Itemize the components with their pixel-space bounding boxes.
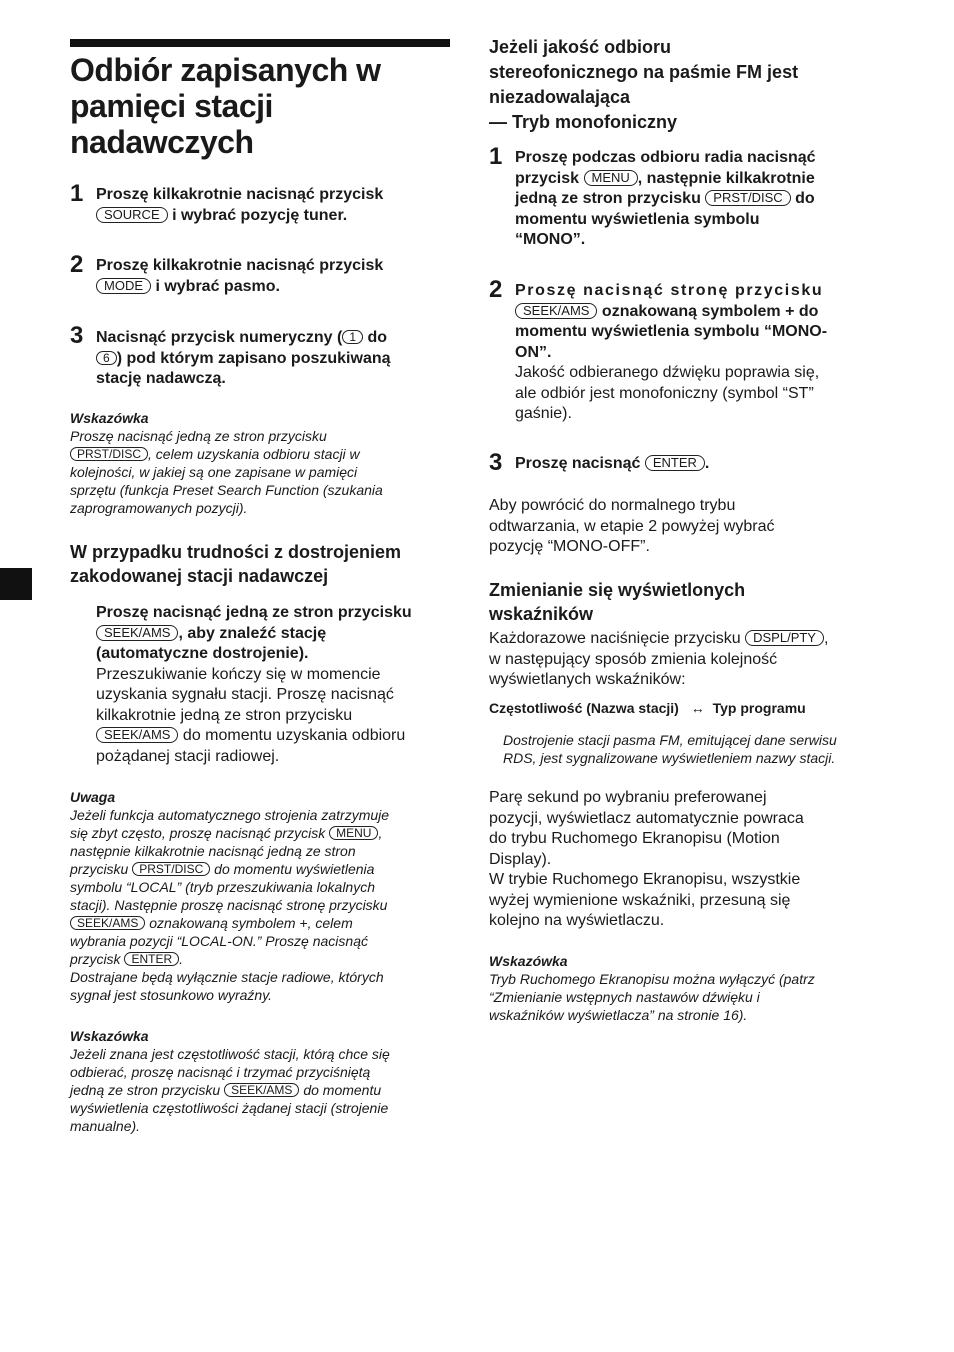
note-line-2: się zbyt często, proszę nacisnąć przycisk	[70, 825, 326, 841]
mono-step-1-line-1: Proszę podczas odbioru radia nacisnąć	[515, 149, 816, 166]
seek-ams-key-icon: SEEK/AMS	[96, 625, 178, 641]
note-line-11: sygnał jest stosunkowo wyraźny.	[70, 987, 273, 1003]
dspl-pty-key-icon: DSPL/PTY	[745, 630, 824, 646]
tip-2-line-2: odbierać, proszę nacisnąć i trzymać przyciśniętą	[70, 1064, 371, 1080]
display-change-line-3: wyświetlanych wskaźników:	[489, 671, 686, 688]
section-tab-marker	[0, 568, 32, 600]
auto-tuning-block	[96, 603, 456, 767]
mono-step-1-line-5: “MONO”.	[515, 231, 586, 248]
step-2-line-1: Proszę kilkakrotnie nacisnąć przycisk	[96, 257, 384, 274]
step-2-text	[96, 256, 456, 297]
mono-step-2-line-3: momentu wyświetlenia symbolu “MONO-	[515, 323, 828, 340]
motion-line-7: kolejno na wyświetlaczu.	[489, 912, 665, 929]
note-line-7: oznakowaną symbolem +, celem	[145, 915, 353, 931]
mono-step-2-text-3: gaśnie).	[515, 405, 572, 422]
display-cycle	[489, 699, 889, 717]
motion-display-paragraph	[489, 788, 884, 932]
mono-step-2-line-1: Proszę nacisnąć stronę przycisku	[515, 282, 824, 299]
mono-heading	[489, 35, 889, 135]
mode-key-icon: MODE	[96, 278, 151, 294]
tip-2-line-1: Jeżeli znana jest częstotliwość stacji, którą chce się	[70, 1046, 390, 1062]
note-line-4b: do momentu wyświetlenia	[210, 861, 375, 877]
step-3-line-1a: Nacisnąć przycisk numeryczny (	[96, 329, 343, 346]
tip-2-line-5: manualne).	[70, 1118, 141, 1134]
auto-tuning-text-4: do momentu uzyskania odbioru	[178, 727, 406, 744]
motion-line-6: wyżej wymienione wskaźniki, przesuną się	[489, 891, 791, 909]
mono-off-line-2: odtwarzania, w etapie 2 powyżej wybrać	[489, 517, 775, 535]
cycle-note-line-2: RDS, jest sygnalizowane wyświetleniem nazwy stacji.	[503, 750, 836, 766]
auto-tuning-bold-3: (automatyczne dostrojenie).	[96, 645, 309, 662]
seek-ams-key-icon: SEEK/AMS	[70, 916, 145, 930]
cycle-note-line-1: Dostrojenie stacji pasma FM, emitującej dane serwisu	[503, 732, 837, 748]
note-line-9a: przycisk	[70, 951, 121, 967]
motion-line-3: do trybu Ruchomego Ekranopisu (Motion	[489, 830, 780, 847]
title-line-3: nadawczych	[70, 124, 254, 160]
mono-step-2-number: 2	[489, 276, 503, 303]
step-3-line-3: stację nadawczą.	[96, 370, 226, 387]
note-line-6: stacji). Następnie proszę nacisnąć stronę przycisku	[70, 897, 388, 913]
tip-1-line-1: Proszę nacisnąć jedną ze stron przycisku	[70, 428, 327, 444]
mono-off-paragraph	[489, 496, 879, 558]
motion-line-2: pozycji, wyświetlacz automatycznie powraca	[489, 809, 804, 827]
tip-3	[489, 952, 884, 1024]
double-arrow-icon: ↔	[690, 700, 705, 716]
tip-2-heading: Wskazówka	[70, 1028, 149, 1044]
tip-1-line-2: , celem uzyskania odbioru stacji w	[148, 446, 360, 462]
menu-key-icon: MENU	[584, 170, 638, 186]
number-6-key-icon: 6	[96, 351, 117, 365]
auto-tuning-text-2: uzyskania sygnału stacji. Proszę nacisnąć	[96, 686, 394, 703]
tip-2	[70, 1027, 455, 1135]
step-3-number: 3	[70, 322, 84, 349]
mono-step-1-line-2b: , następnie kilkakrotnie	[637, 169, 815, 187]
note-line-1: Jeżeli funkcja automatycznego strojenia zatrzymuje	[70, 807, 390, 823]
page-title	[70, 52, 450, 160]
mono-step-2-text-2: ale odbiór jest monofoniczny (symbol “ST”	[515, 384, 814, 402]
tip-2-line-3b: do momentu	[299, 1082, 382, 1098]
cycle-note	[503, 731, 883, 767]
tip-3-line-1: Tryb Ruchomego Ekranopisu można wyłączyć (patrz	[489, 971, 815, 987]
display-change-line-1b: ,	[823, 630, 829, 647]
cycle-program-type: Typ programu	[712, 700, 806, 716]
prst-disc-key-icon: PRST/DISC	[70, 447, 148, 461]
display-change-section	[489, 578, 879, 691]
seek-ams-key-icon: SEEK/AMS	[96, 727, 178, 743]
motion-line-1: Parę sekund po wybraniu preferowanej	[489, 789, 767, 806]
mono-step-1-line-3a: jedną ze stron przycisku	[515, 190, 701, 207]
mono-step-2-text	[515, 281, 875, 425]
note-line-3: następnie kilkakrotnie nacisnąć jedną ze stron	[70, 843, 356, 859]
mono-step-2-line-4: ON”.	[515, 343, 552, 361]
note-line-4a: przycisku	[70, 861, 129, 877]
display-change-heading-1: Zmienianie się wyświetlonych	[489, 580, 746, 600]
tip-3-heading: Wskazówka	[489, 953, 568, 969]
note-line-5: symbolu “LOCAL” (tryb przeszukiwania lokalnych	[70, 879, 375, 895]
display-change-heading-2: wskaźników	[489, 604, 594, 624]
step-1-line-1: Proszę kilkakrotnie nacisnąć przycisk	[96, 186, 384, 203]
auto-tuning-bold-1: Proszę nacisnąć jedną ze stron przycisku	[96, 604, 412, 621]
auto-tuning-bold-2: , aby znaleźć stację	[178, 624, 327, 642]
note-line-8: wybrania pozycji “LOCAL-ON.” Proszę nacisnąć	[70, 933, 368, 949]
auto-tuning-text-3: kilkakrotnie jedną ze stron przycisku	[96, 706, 353, 724]
display-change-line-2: w następujący sposób zmienia kolejność	[489, 650, 778, 668]
prst-disc-key-icon: PRST/DISC	[705, 190, 790, 206]
mono-step-3-line-1b: .	[704, 455, 710, 472]
mono-step-1-text	[515, 148, 875, 251]
section-heading-tuning	[70, 540, 455, 588]
mono-step-1-number: 1	[489, 143, 503, 170]
mono-step-2-line-2: oznakowaną symbolem + do	[597, 302, 819, 320]
enter-key-icon: ENTER	[124, 952, 179, 966]
tip-1-heading: Wskazówka	[70, 410, 149, 426]
step-1-number: 1	[70, 180, 84, 207]
tip-2-line-4: wyświetlenia częstotliwości żądanej stacji (strojenie	[70, 1100, 389, 1116]
tip-1-line-5: zaprogramowanych pozycji).	[70, 500, 248, 516]
step-3-line-2: ) pod którym zapisano poszukiwaną	[116, 349, 391, 367]
mono-step-3-line-1: Proszę nacisnąć	[515, 455, 641, 472]
step-3-line-1b: do	[363, 329, 388, 346]
mono-heading-line-3: niezadowalająca	[489, 87, 631, 107]
motion-line-5: W trybie Ruchomego Ekranopisu, wszystkie	[489, 871, 801, 888]
mono-step-1-line-2a: przycisk	[515, 169, 580, 187]
auto-tuning-text-1: Przeszukiwanie kończy się w momencie	[96, 665, 381, 683]
auto-tuning-text-5: pożądanej stacji radiowej.	[96, 747, 280, 765]
title-rule	[70, 39, 450, 47]
mono-step-1-line-4: momentu wyświetlenia symbolu	[515, 210, 760, 228]
note-line-10: Dostrajane będą wyłącznie stacje radiowe, których	[70, 969, 384, 985]
source-key-icon: SOURCE	[96, 207, 168, 223]
mono-off-line-1: Aby powrócić do normalnego trybu	[489, 497, 736, 514]
step-2-number: 2	[70, 251, 84, 278]
mono-heading-line-2: stereofonicznego na paśmie FM jest	[489, 62, 799, 82]
title-line-1: Odbiór zapisanych w	[70, 52, 381, 88]
seek-ams-key-icon: SEEK/AMS	[224, 1083, 299, 1097]
tip-3-line-3: wskaźników wyświetlacza” na stronie 16).	[489, 1007, 748, 1023]
prst-disc-key-icon: PRST/DISC	[132, 862, 210, 876]
mono-off-line-3: pozycję “MONO-OFF”.	[489, 538, 650, 555]
tip-3-line-2: “Zmienianie wstępnych nastawów dźwięku i	[489, 989, 760, 1005]
note-line-9b: .	[179, 951, 184, 967]
section-heading-line-2: zakodowanej stacji nadawczej	[70, 566, 329, 586]
title-line-2: pamięci stacji	[70, 88, 273, 124]
seek-ams-key-icon: SEEK/AMS	[515, 303, 597, 319]
tip-1-line-3: kolejności, w jakiej są one zapisane w pamięci	[70, 464, 358, 480]
step-2-line-2: i wybrać pasmo.	[151, 277, 280, 295]
step-1-text	[96, 185, 456, 226]
mono-heading-line-1: Jeżeli jakość odbioru	[489, 37, 672, 57]
note-heading: Uwaga	[70, 789, 116, 805]
enter-key-icon: ENTER	[645, 455, 705, 471]
note	[70, 788, 455, 1004]
tip-1	[70, 409, 450, 517]
mono-step-3-text	[515, 454, 875, 475]
tip-2-line-3a: jedną ze stron przycisku	[70, 1082, 221, 1098]
section-heading-line-1: W przypadku trudności z dostrojeniem	[70, 542, 402, 562]
mono-step-1-line-3b: do	[790, 190, 815, 207]
display-change-line-1: Każdorazowe naciśnięcie przycisku	[489, 630, 741, 647]
motion-line-4: Display).	[489, 850, 552, 868]
note-line-2-comma: ,	[378, 825, 383, 841]
cycle-frequency: Częstotliwość (Nazwa stacji)	[489, 700, 679, 716]
mono-step-3-number: 3	[489, 449, 503, 476]
tip-1-line-4: sprzętu (funkcja Preset Search Function (szukania	[70, 482, 383, 498]
menu-key-icon: MENU	[329, 826, 378, 840]
mono-step-2-text-1: Jakość odbieranego dźwięku poprawia się,	[515, 364, 820, 381]
step-1-line-2: i wybrać pozycję tuner.	[167, 206, 348, 224]
mono-heading-line-4: — Tryb monofoniczny	[489, 112, 678, 132]
number-1-key-icon: 1	[342, 330, 363, 344]
step-3-text	[96, 328, 456, 390]
